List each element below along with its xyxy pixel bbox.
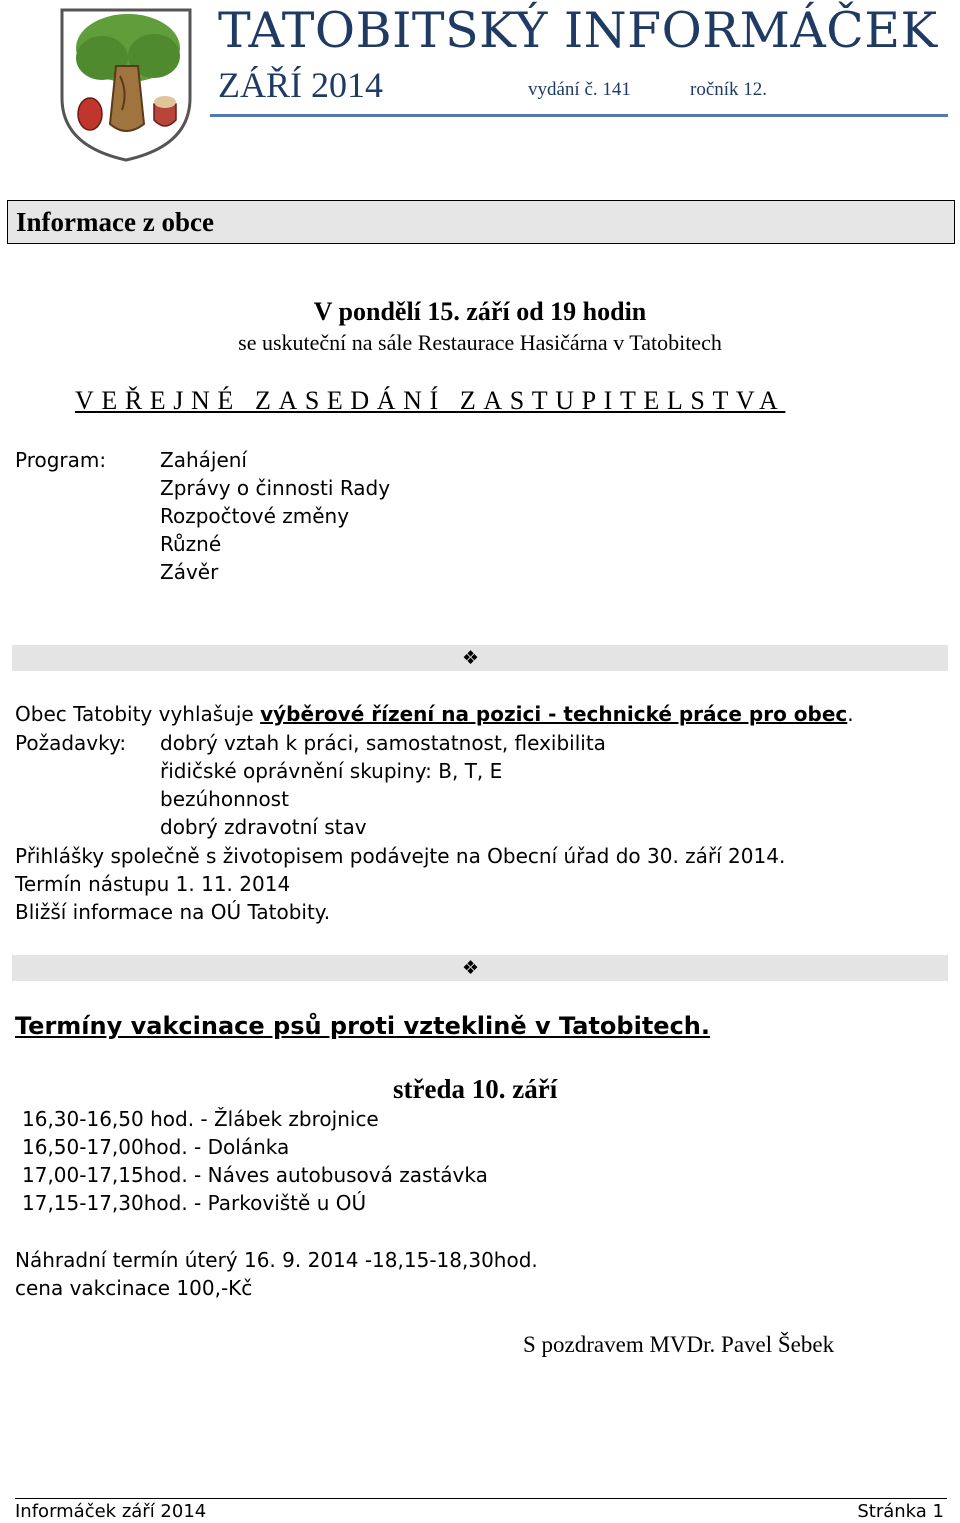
- job-intro-end: .: [847, 702, 854, 726]
- applications-text: Přihlášky společně s životopisem podávejte na Obecní úřad do 30. září 2014.: [15, 844, 786, 868]
- program-label: Program:: [15, 448, 107, 472]
- section-header: [7, 200, 955, 244]
- vaccination-heading: Termíny vakcinace psů proti vzteklině v Tatobitech.: [15, 1012, 710, 1040]
- job-intro: [15, 702, 854, 726]
- program-item: Zprávy o činnosti Rady: [160, 476, 391, 500]
- vaccination-day: středa 10. září: [393, 1074, 558, 1104]
- masthead-date: ZÁŘÍ 2014: [218, 65, 383, 105]
- section-divider: [12, 645, 948, 671]
- volume-year: ročník 12.: [690, 79, 768, 100]
- requirement-item: bezúhonnost: [160, 787, 289, 811]
- job-position: výběrové řízení na pozici - technické práce pro obec: [260, 702, 848, 726]
- masthead-title: TATOBITSKÝ INFORMÁČEK: [218, 2, 938, 59]
- backup-date: Náhradní termín úterý 16. 9. 2014 -18,15-18,30hod.: [15, 1248, 538, 1272]
- village-crest: [58, 6, 194, 162]
- requirement-item: dobrý zdravotní stav: [160, 815, 367, 839]
- program-item: Zahájení: [160, 448, 247, 472]
- requirements-label: Požadavky:: [15, 731, 127, 755]
- signature: S pozdravem MVDr. Pavel Šebek: [523, 1332, 835, 1357]
- section-title: Informace z obce: [16, 207, 214, 237]
- schedule-item: 16,50-17,00hod. - Dolánka: [22, 1135, 290, 1159]
- more-info-text: Bližší informace na OÚ Tatobity.: [15, 900, 331, 924]
- section-divider: [12, 955, 948, 981]
- masthead-rule: [210, 114, 948, 117]
- issue-number: vydání č. 141: [528, 79, 631, 100]
- requirement-item: dobrý vztah k práci, samostatnost, flexibilita: [160, 731, 606, 755]
- diamond-ornament-icon: ❖: [462, 647, 480, 669]
- requirement-item: řidičské oprávnění skupiny: B, T, E: [160, 759, 503, 783]
- schedule-item: 17,15-17,30hod. - Parkoviště u OÚ: [22, 1191, 367, 1215]
- job-intro-text: Obec Tatobity vyhlašuje: [15, 702, 261, 726]
- diamond-ornament-icon: ❖: [462, 957, 480, 979]
- program-item: Rozpočtové změny: [160, 504, 350, 528]
- vaccination-price: cena vakcinace 100,-Kč: [15, 1276, 253, 1300]
- footer-rule: [15, 1498, 947, 1499]
- schedule-item: 16,30-16,50 hod. - Žlábek zbrojnice: [22, 1107, 379, 1131]
- program-item: Závěr: [160, 560, 219, 584]
- page-number: Stránka 1: [857, 1501, 944, 1522]
- start-date-text: Termín nástupu 1. 11. 2014: [15, 872, 291, 896]
- meeting-location: se uskuteční na sále Restaurace Hasičárna v Tatobitech: [238, 330, 722, 355]
- meeting-heading: VEŘEJNÉ ZASEDÁNÍ ZASTUPITELSTVA: [75, 386, 786, 415]
- meeting-date: V pondělí 15. září od 19 hodin: [313, 297, 647, 326]
- schedule-item: 17,00-17,15hod. - Náves autobusová zastávka: [22, 1163, 488, 1187]
- footer-title: Informáček září 2014: [15, 1501, 207, 1522]
- program-item: Různé: [160, 532, 222, 556]
